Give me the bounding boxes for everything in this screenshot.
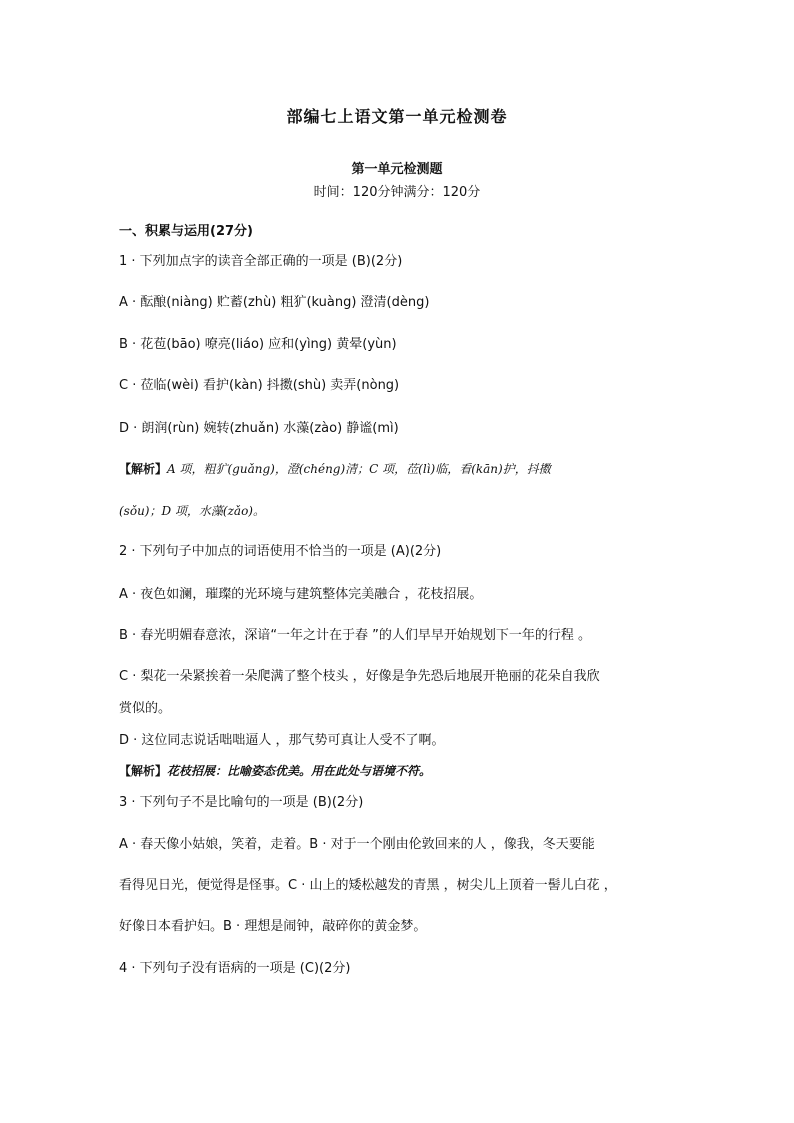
question-1-option-b: B · 花苞(bāo) 嘹亮(liáo) 应和(yìng) 黄晕(yùn) — [119, 337, 397, 352]
analysis-text: 花枝招展：比喻姿态优美。用在此处与语境不符。 — [167, 764, 432, 778]
question-2-option-d: D · 这位同志说话咄咄逼人 ，那气势可真让人受不了啊。 — [119, 733, 445, 748]
question-2-option-c-line-1: C · 梨花一朵紧挨着一朵爬满了整个枝头 ，好像是争先恐后地展开艳丽的花朵自我欣 — [119, 669, 600, 684]
analysis-text: A 项，粗犷(guǎng)，澄(chéng)清；C 项，莅(lì)临，看(kān)护，抖擞 — [167, 462, 551, 476]
question-2-stem: 2 · 下列句子中加点的词语使用不恰当的一项是 (A)(2分) — [119, 544, 442, 559]
question-2-option-a: A · 夜色如澜，璀璨的光环境与建筑整体完美融合 ，花枝招展。 — [119, 587, 483, 602]
question-1-option-a: A · 酝酿(niàng) 贮蓄(zhù) 粗犷(kuàng) 澄清(dèng) — [119, 295, 430, 310]
question-1-analysis-line-2: (sǒu)；D 项，水藻(zǎo)。 — [119, 504, 265, 518]
question-2-option-b: B · 春光明媚春意浓，深谙“一年之计在于春 ”的人们早早开始规划下一年的行程 。 — [119, 628, 592, 643]
question-1-analysis-line-1 — [119, 460, 679, 478]
question-3-line-3: 好像日本看护妇。B · 理想是闹钟，敲碎你的黄金梦。 — [119, 919, 427, 934]
question-1-option-d: D · 朗润(rùn) 婉转(zhuǎn) 水藻(zào) 静谧(mì) — [119, 421, 399, 436]
document-title: 部编七上语文第一单元检测卷 — [286, 107, 508, 126]
question-2-analysis — [119, 762, 679, 780]
analysis-tag: 【解析】 — [119, 462, 168, 476]
document-subtitle: 第一单元检测题 — [351, 162, 443, 177]
question-4-stem: 4 · 下列句子没有语病的一项是 (C)(2分) — [119, 961, 351, 976]
time-info: 时间：120分钟满分：120分 — [313, 185, 481, 200]
question-3-stem: 3 · 下列句子不是比喻句的一项是 (B)(2分) — [119, 795, 364, 810]
question-2-option-c-line-2: 赏似的。 — [119, 701, 172, 716]
question-3-line-1: A · 春天像小姑娘，笑着，走着。B · 对于一个刚由伦敦回来的人 ，像我，冬天要能 — [119, 837, 595, 852]
question-1-option-c: C · 莅临(wèi) 看护(kàn) 抖擞(shù) 卖弄(nòng) — [119, 378, 400, 393]
question-3-line-2: 看得见日光，便觉得是怪事。C · 山上的矮松越发的青黑 ，树尖儿上顶着一髻儿白花 ， — [119, 878, 617, 893]
section-heading: 一、积累与运用(27分) — [119, 224, 253, 239]
analysis-tag: 【解析】 — [119, 764, 168, 778]
question-1-stem: 1 · 下列加点字的读音全部正确的一项是 (B)(2分) — [119, 254, 403, 269]
